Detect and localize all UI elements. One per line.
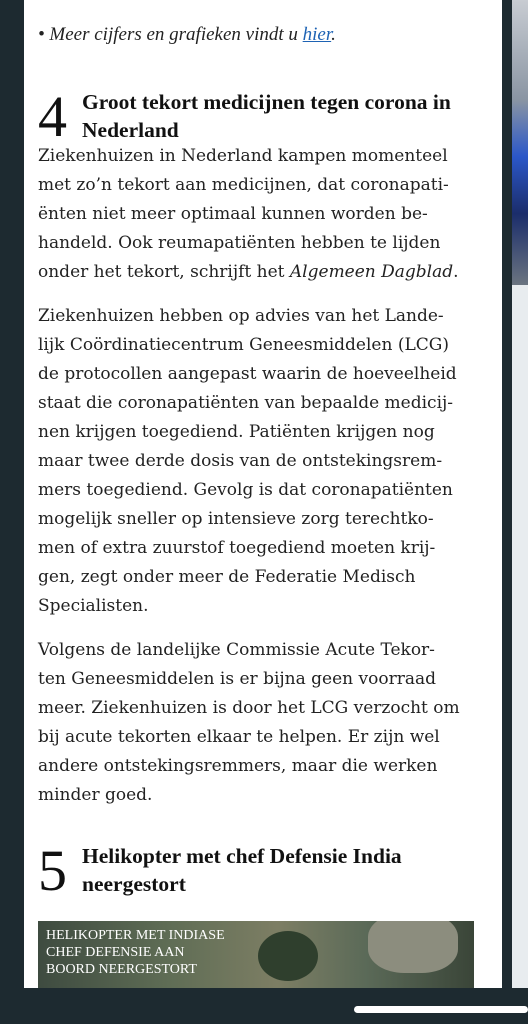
paragraph-text: Ziekenhuizen in Nederland kampen momenteel met zo’n tekort aan medicijnen, dat coronapati- ënten niet meer optimaal kunnen worden be- handeld. Ook reumapatiënten hebben te lijden onder het tekort, schrijft het xyxy=(38,146,449,282)
news-item-4-paragraph-3: Volgens de landelijke Commissie Acute Tekor- ten Geneesmiddelen is er bijna geen voorraad meer. Ziekenhuizen is door het LCG verzocht om bij acute tekorten elkaar te helpen. Er zijn wel andere ontstekingsremmers, maar die werken minder goed. xyxy=(38,640,460,805)
paragraph-end: . xyxy=(453,262,459,282)
news-item-4-paragraph-1 xyxy=(38,142,478,287)
source-name: Algemeen Dagblad xyxy=(289,262,454,282)
image-foliage xyxy=(368,921,458,973)
more-figures-period: . xyxy=(331,24,336,45)
more-figures-text: • Meer cijfers en grafieken vindt u xyxy=(38,24,303,45)
news-item-title: Groot tekort medicijnen tegen corona in Nederland xyxy=(82,90,451,142)
news-item-4-paragraph-2: Ziekenhuizen hebben op advies van het Lande- lijk Coördinatiecentrum Geneesmiddelen (LCG) de protocollen aangepast waarin de hoeveelheid staat die coronapatiënten van bepaalde medicij- nen krijgen toegediend. Patiënten krijgen nog maar twee derde dosis van de ontstekingsrem- mers toegediend. Gevolg is dat coronapatiënten mogelijk sneller op intensieve zorg terechtko- men of extra zuurstof toegediend moeten krij- gen, zegt onder meer de Federatie Medisch Specialisten. xyxy=(38,306,457,616)
home-indicator[interactable] xyxy=(354,1006,528,1013)
news-item-5-image[interactable] xyxy=(38,921,474,988)
article-content xyxy=(24,0,502,988)
news-item-number: 4 xyxy=(38,84,67,149)
news-item-title: Helikopter met chef Defensie India neergestort xyxy=(82,844,402,896)
image-caption: HELIKOPTER MET INDIASE CHEF DEFENSIE AAN BOORD NEERGESTORT xyxy=(46,928,225,977)
news-item-number: 5 xyxy=(38,838,67,903)
more-figures-line xyxy=(38,24,336,46)
adjacent-page-peek xyxy=(512,0,528,988)
more-figures-link[interactable]: hier xyxy=(302,24,332,45)
news-item-5-header xyxy=(38,838,478,903)
news-item-4-header xyxy=(38,84,478,149)
adjacent-page-photo xyxy=(512,0,528,285)
